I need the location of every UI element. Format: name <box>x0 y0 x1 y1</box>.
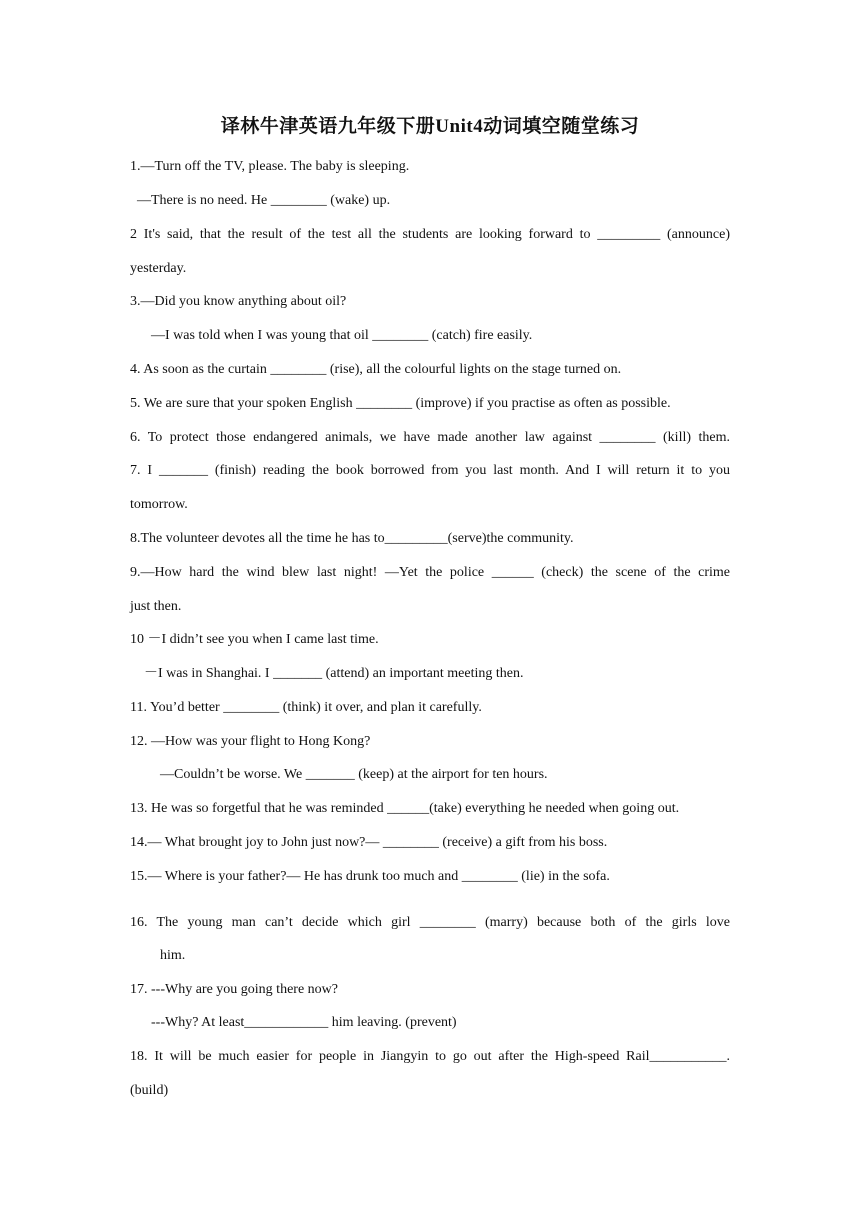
exercise-line: 11. You’d better ________ (think) it over, and plan it carefully. <box>130 700 482 715</box>
exercise-line: ---Why? At least____________ him leaving. (prevent) <box>151 1015 457 1030</box>
exercise-line: 18. It will be much easier for people in Jiangyin to go out after the High-speed Rail___________. <box>130 1049 730 1064</box>
exercise-line: 8.The volunteer devotes all the time he has to_________(serve)the community. <box>130 531 574 546</box>
exercise-line: tomorrow. <box>130 497 188 512</box>
exercise-line: 13. He was so forgetful that he was reminded ______(take) everything he needed when going out. <box>130 801 680 816</box>
exercise-line: —There is no need. He ________ (wake) up. <box>137 193 391 208</box>
exercise-line: (build) <box>130 1083 169 1098</box>
exercise-line: 10 －I didn’t see you when I came last time. <box>130 632 379 647</box>
exercise-line: —I was told when I was young that oil ________ (catch) fire easily. <box>151 328 533 343</box>
exercise-line: 9.—How hard the wind blew last night! —Yet the police ______ (check) the scene of the crime <box>130 565 730 580</box>
exercise-line: 1.—Turn off the TV, please. The baby is sleeping. <box>130 159 410 174</box>
exercise-line: 15.— Where is your father?— He has drunk too much and ________ (lie) in the sofa. <box>130 869 610 884</box>
exercise-line: him. <box>160 948 186 963</box>
exercise-line: yesterday. <box>130 261 187 276</box>
exercise-line: 12. —How was your flight to Hong Kong? <box>130 734 371 749</box>
exercise-line: just then. <box>130 599 182 614</box>
exercise-line: 16. The young man can’t decide which girl ________ (marry) because both of the girls love <box>130 915 730 930</box>
exercise-line: －I was in Shanghai. I _______ (attend) an important meeting then. <box>144 666 524 681</box>
exercise-line: —Couldn’t be worse. We _______ (keep) at the airport for ten hours. <box>160 767 548 782</box>
exercise-line: 14.— What brought joy to John just now?— ________ (receive) a gift from his boss. <box>130 835 608 850</box>
exercise-line: 4. As soon as the curtain ________ (rise), all the colourful lights on the stage turned on. <box>130 362 622 377</box>
page-title: 译林牛津英语九年级下册Unit4动词填空随堂练习 <box>220 116 640 137</box>
exercise-line: 17. ---Why are you going there now? <box>130 982 338 997</box>
exercise-line: 7. I _______ (finish) reading the book borrowed from you last month. And I will return it to you <box>130 463 730 478</box>
exercise-line: 2 It's said, that the result of the test all the students are looking forward to _________ (announce) <box>130 227 730 242</box>
exercise-line: 3.—Did you know anything about oil? <box>130 294 347 309</box>
exercise-line: 6. To protect those endangered animals, we have made another law against ________ (kill) them. <box>130 430 730 445</box>
exercise-line: 5. We are sure that your spoken English ________ (improve) if you practise as often as possible. <box>130 396 671 411</box>
